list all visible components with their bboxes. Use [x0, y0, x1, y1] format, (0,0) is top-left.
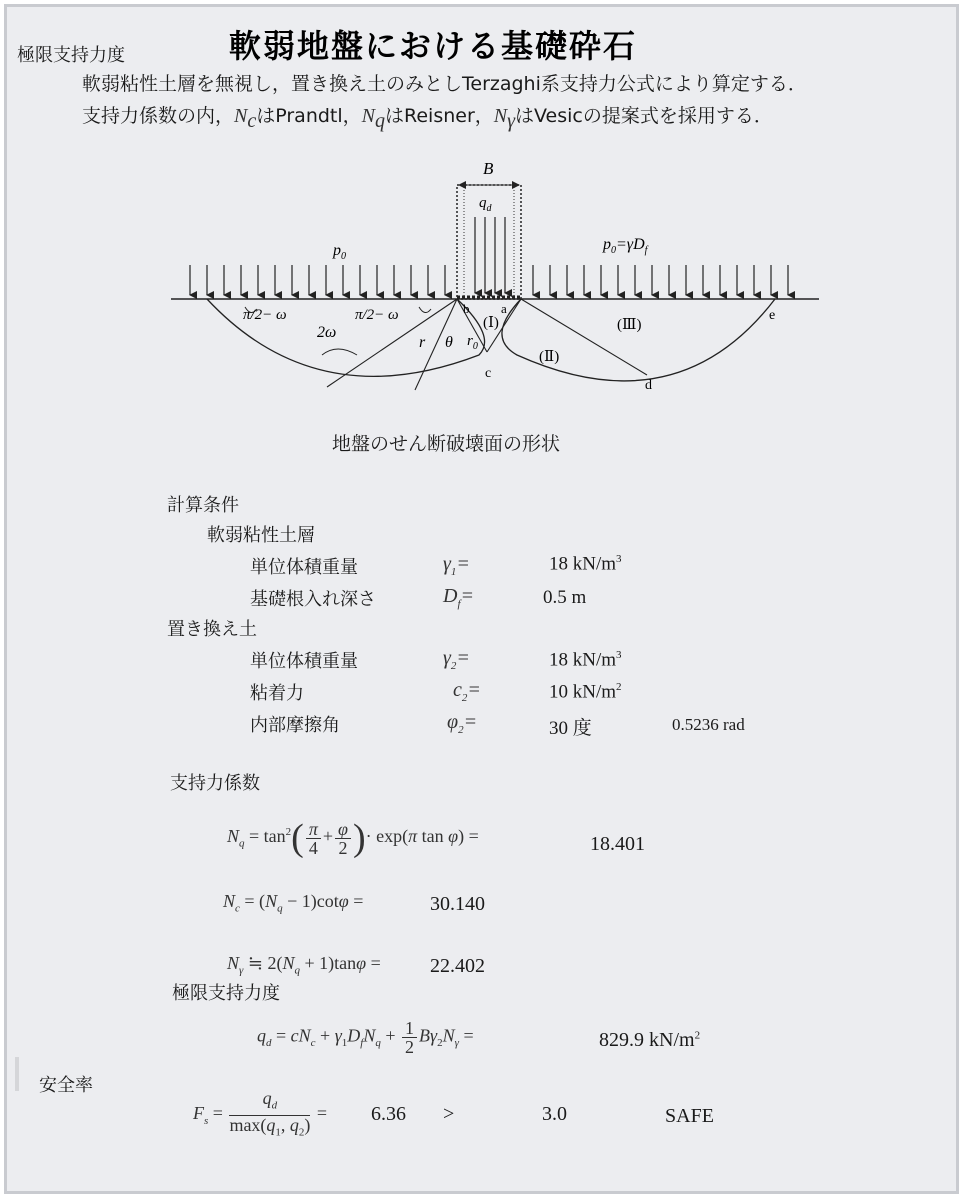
label-theta: θ — [445, 334, 453, 351]
label-c: c — [485, 366, 492, 381]
surcharge-arrows-right — [533, 265, 788, 295]
left-margin-bar — [15, 1057, 19, 1091]
embedment-depth-symbol: $D_f=$ — [443, 585, 475, 610]
surcharge-arrows-left — [190, 265, 445, 295]
fs-compare: > — [443, 1103, 455, 1125]
cohesion-symbol: $c_2=$ — [453, 679, 481, 704]
label-e: e — [769, 308, 776, 323]
safety-heading: 安全率 — [39, 1075, 93, 1096]
label-r: r — [419, 334, 426, 351]
fs-formula: $F_s$ = $\frac{q_d}{\max(q_1, q_2)}$ = — [193, 1088, 328, 1139]
nq-formula: $N_q = \tan^2$( $\frac{\pi}{4}$ + $\frac{\varphi}{2}$ )· exp(π tan φ) = — [227, 817, 479, 859]
intro-line-2: 支持力係数の内，$N_c$はPrandtl，$N_q$はReisner，$N_\gamma$はVesicの提案式を採用する． — [82, 105, 773, 132]
friction-angle-rad: 0.5236 rad — [672, 715, 745, 734]
label-2w: 2ω — [317, 324, 337, 341]
diagram-caption: 地盤のせん断破壊面の形状 — [332, 433, 561, 455]
replace-unit-weight-symbol: $\gamma_2=$ — [443, 647, 470, 672]
label-qd: $q_d$ — [479, 195, 492, 214]
conditions-heading: 計算条件 — [167, 495, 239, 516]
soft-unit-weight-label: 単位体積重量 — [250, 557, 358, 578]
label-d: d — [645, 378, 652, 393]
soft-layer-heading: 軟弱粘性土層 — [207, 525, 315, 546]
section-ultimate-heading: 極限支持力度 — [17, 45, 125, 66]
friction-angle-label: 内部摩擦角 — [250, 715, 340, 736]
embedment-depth-value: 0.5 m — [543, 587, 587, 608]
document-page — [4, 4, 959, 1194]
label-r0: $r_0$ — [467, 333, 478, 352]
label-B: B — [483, 159, 494, 178]
qd-value: 829.9 $kN/m^2$ — [599, 1029, 701, 1051]
replace-soil-heading: 置き換え土 — [167, 619, 257, 640]
replace-unit-weight-value: 18 $kN/m^3$ — [549, 649, 622, 671]
label-a: a — [501, 301, 507, 316]
fs-result: SAFE — [665, 1105, 714, 1127]
cohesion-label: 粘着力 — [250, 683, 304, 704]
fs-value: 6.36 — [371, 1103, 406, 1125]
friction-angle-symbol: $\varphi_2=$ — [447, 711, 478, 736]
label-zone-II: (Ⅱ) — [539, 349, 560, 365]
label-zone-I: (Ⅰ) — [483, 315, 499, 331]
embedment-depth-label: 基礎根入れ深さ — [250, 589, 376, 610]
ngamma-value: 22.402 — [430, 955, 485, 977]
nq-value: 18.401 — [590, 833, 645, 855]
fs-required: 3.0 — [542, 1103, 567, 1125]
label-p0-right: $p_0=\gamma D_f$ — [603, 236, 648, 256]
nc-formula: $N_c = (N_q - 1)\cot\varphi$ = — [223, 891, 364, 915]
replace-unit-weight-label: 単位体積重量 — [250, 651, 358, 672]
failure-curve-right — [502, 299, 775, 381]
qd-formula: $q_d = cN_c + \gamma_1D_fN_q$ + $\frac{1}{2}$ $B\gamma_2N_\gamma$ = — [257, 1018, 474, 1057]
soft-unit-weight-symbol: $\gamma_1=$ — [443, 553, 470, 578]
label-angle-left: π/2− ω — [243, 307, 287, 323]
intro-line-1: 軟弱粘性土層を無視し，置き換え土のみとしTerzaghi系支持力公式により算定する． — [82, 73, 807, 95]
label-b: b — [463, 301, 470, 316]
label-angle-mid: π/2− ω — [355, 307, 399, 323]
ngamma-formula: $N_\gamma$ ≒ $2(N_q + 1)\tan\varphi$ = — [227, 953, 381, 977]
document-title: 軟弱地盤における基礎砕石 — [229, 27, 638, 65]
cohesion-value: 10 $kN/m^2$ — [549, 681, 622, 703]
factors-heading: 支持力係数 — [170, 773, 260, 794]
nc-value: 30.140 — [430, 893, 485, 915]
label-p0-left: $p_0$ — [333, 242, 346, 262]
label-zone-III: (Ⅲ) — [617, 317, 642, 333]
ultimate-heading: 極限支持力度 — [172, 983, 280, 1004]
friction-angle-value: 30 度 — [549, 718, 592, 739]
failure-surface-diagram — [157, 147, 837, 407]
soft-unit-weight-value: 18 $kN/m^3$ — [549, 553, 622, 575]
